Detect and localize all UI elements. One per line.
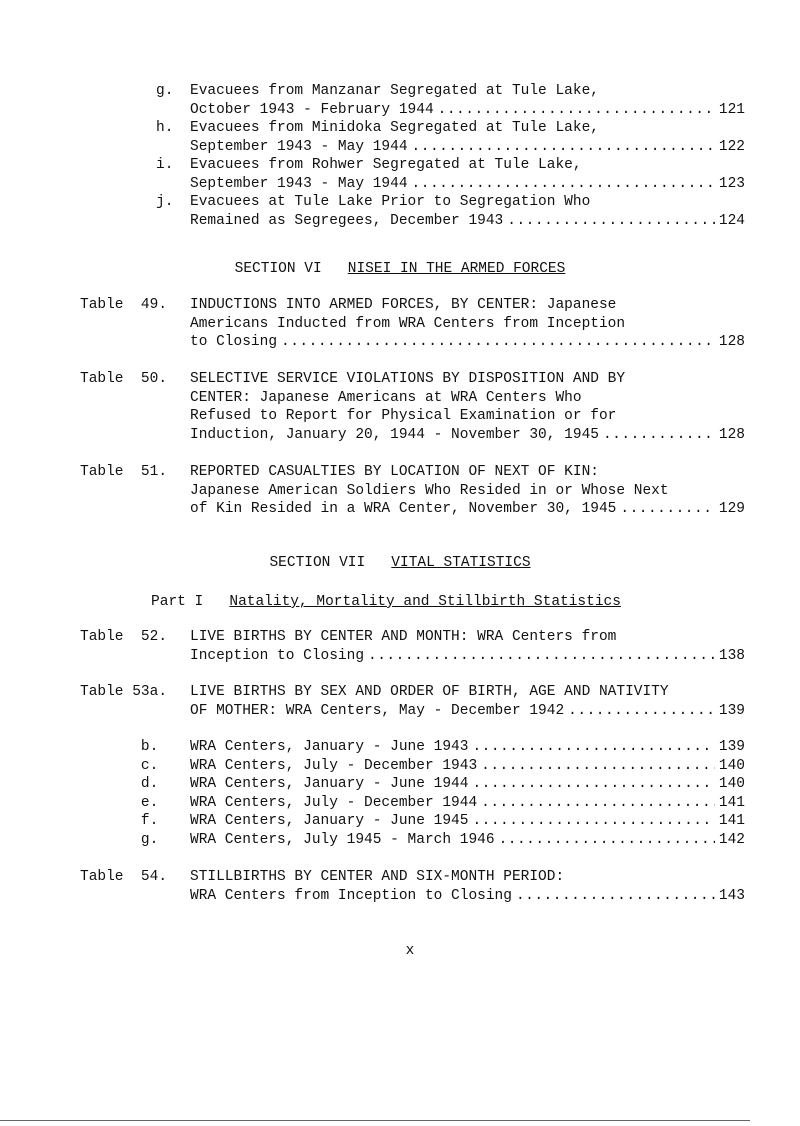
toc-entry-title-end: WRA Centers, July - December 1944	[190, 795, 478, 811]
toc-entry-title-end: WRA Centers, January - June 1943	[190, 739, 469, 755]
toc-entry-label: b.	[80, 739, 159, 755]
toc-entry	[80, 628, 745, 665]
part-heading-title: Natality, Mortality and Stillbirth Statistics	[229, 594, 621, 610]
toc-entry-label: Table 53a.	[80, 684, 168, 700]
dot-leader	[499, 831, 715, 850]
page-number: x	[405, 943, 415, 959]
part-heading-label: Part I	[151, 594, 204, 610]
section-heading-title: NISEI IN THE ARMED FORCES	[347, 261, 566, 277]
toc-entry	[80, 156, 745, 193]
dot-leader	[603, 426, 715, 445]
dot-leader	[412, 175, 715, 194]
section-heading-label: SECTION VII	[269, 555, 366, 571]
toc-entry-line: SELECTIVE SERVICE VIOLATIONS BY DISPOSITION AND BY	[190, 371, 626, 387]
toc-entry-label: c.	[80, 758, 159, 774]
bottom-rule	[0, 1120, 750, 1121]
toc-page-number: 139	[718, 702, 745, 719]
toc-page-number: 140	[718, 776, 745, 792]
toc-page-number: 129	[718, 501, 745, 517]
toc-entry	[80, 82, 745, 119]
toc-entry-label: Table 49.	[80, 297, 168, 313]
toc-entry-title-end: WRA Centers, July - December 1943	[190, 758, 478, 774]
toc-entry-line: CENTER: Japanese Americans at WRA Centers Who	[190, 389, 582, 406]
dot-leader	[368, 647, 715, 666]
toc-entry-title-end: to Closing	[190, 334, 278, 350]
toc-entry	[80, 463, 745, 519]
dot-leader	[412, 138, 715, 157]
dot-leader	[620, 500, 715, 519]
dot-leader	[438, 101, 715, 120]
toc-page-number: 128	[718, 426, 745, 443]
toc-page-number: 121	[718, 101, 745, 118]
toc-entry	[80, 868, 745, 905]
toc-entry-line: Evacuees at Tule Lake Prior to Segregation Who	[190, 194, 591, 210]
toc-entry-line: STILLBIRTHS BY CENTER AND SIX-MONTH PERIOD:	[190, 869, 565, 885]
toc-entry-title-end: OF MOTHER: WRA Centers, May - December 1942	[190, 702, 565, 719]
toc-entry-title-end: of Kin Resided in a WRA Center, November 30, 1945	[190, 501, 617, 517]
dot-leader	[516, 887, 715, 906]
toc-entry-line: Evacuees from Manzanar Segregated at Tule Lake,	[190, 83, 599, 99]
toc-entry	[80, 794, 745, 813]
dot-leader	[472, 812, 714, 831]
dot-leader	[481, 757, 715, 776]
dot-leader	[507, 212, 715, 231]
toc-entry-label: f.	[80, 813, 159, 829]
toc-page-number: 142	[718, 832, 745, 848]
section-heading	[0, 260, 800, 279]
toc-entry	[80, 193, 745, 230]
toc-entry-label: h.	[156, 120, 174, 136]
toc-page-number: 122	[718, 138, 745, 155]
toc-entry	[80, 757, 745, 776]
toc-entry-line: LIVE BIRTHS BY CENTER AND MONTH: WRA Centers from	[190, 629, 617, 645]
toc-entry-line: Evacuees from Minidoka Segregated at Tule Lake,	[190, 120, 599, 136]
toc-entry	[80, 296, 745, 352]
toc-entry-label: j.	[156, 194, 174, 210]
toc-entry	[80, 683, 745, 720]
toc-page-number: 139	[718, 739, 745, 755]
toc-entry-label: g.	[156, 83, 174, 99]
toc-entry-line: REPORTED CASUALTIES BY LOCATION OF NEXT OF KIN:	[190, 464, 599, 480]
toc-entry-title-end: Induction, January 20, 1944 - November 30, 1945	[190, 426, 599, 443]
toc-entry	[80, 812, 745, 831]
toc-entry-title-end: September 1943 - May 1944	[190, 138, 408, 155]
toc-page-number: 141	[718, 813, 745, 829]
toc-entry-title-end: WRA Centers, July 1945 - March 1946	[190, 832, 495, 848]
section-heading-title: VITAL STATISTICS	[391, 555, 531, 571]
toc-entry-title-end: WRA Centers from Inception to Closing	[190, 887, 512, 904]
dot-leader	[568, 702, 715, 721]
toc-entry-title-end: WRA Centers, January - June 1945	[190, 813, 469, 829]
toc-entry-label: i.	[156, 157, 174, 173]
toc-entry-label: Table 51.	[80, 464, 168, 480]
toc-page-number: 140	[718, 758, 745, 774]
section-heading	[0, 554, 800, 573]
toc-entry-line: Evacuees from Rohwer Segregated at Tule Lake,	[190, 157, 582, 173]
toc-entry-line: INDUCTIONS INTO ARMED FORCES, BY CENTER: Japanese	[190, 297, 617, 313]
toc-page-number: 143	[718, 887, 745, 904]
toc-entry-label: Table 54.	[80, 869, 168, 885]
toc-page-number: 128	[718, 334, 745, 350]
toc-entry	[80, 738, 745, 757]
toc-entry-line: LIVE BIRTHS BY SEX AND ORDER OF BIRTH, AGE AND NATIVITY	[190, 684, 669, 700]
section-heading-label: SECTION VI	[234, 261, 322, 277]
toc-entry	[80, 831, 745, 850]
toc-page-number: 138	[718, 647, 745, 664]
toc-entry-title-end: Inception to Closing	[190, 647, 365, 664]
toc-entry-label: g.	[80, 832, 159, 848]
toc-entry-title-end: October 1943 - February 1944	[190, 101, 434, 118]
dot-leader	[481, 794, 715, 813]
toc-entry-line: Japanese American Soldiers Who Resided in or Whose Next	[190, 482, 669, 499]
toc-page-number: 123	[718, 175, 745, 192]
toc-entry-title-end: September 1943 - May 1944	[190, 175, 408, 192]
toc-entry-label: Table 52.	[80, 629, 168, 645]
toc-entry-line: Refused to Report for Physical Examination or for	[190, 408, 617, 424]
toc-page-number: 141	[718, 795, 745, 811]
toc-entry-label: Table 50.	[80, 371, 168, 387]
toc-entry-line: Americans Inducted from WRA Centers from Inception	[190, 315, 626, 332]
dot-leader	[472, 775, 714, 794]
dot-leader	[472, 738, 714, 757]
dot-leader	[281, 333, 715, 352]
toc-entry-title-end: WRA Centers, January - June 1944	[190, 776, 469, 792]
toc-entry-label: e.	[80, 795, 159, 811]
toc-page-number: 124	[718, 212, 745, 229]
toc-entry	[80, 370, 745, 444]
toc-entry	[80, 119, 745, 156]
toc-entry-label: d.	[80, 776, 159, 792]
toc-entry-title-end: Remained as Segregees, December 1943	[190, 212, 504, 229]
part-heading	[0, 593, 786, 612]
toc-entry	[80, 775, 745, 794]
